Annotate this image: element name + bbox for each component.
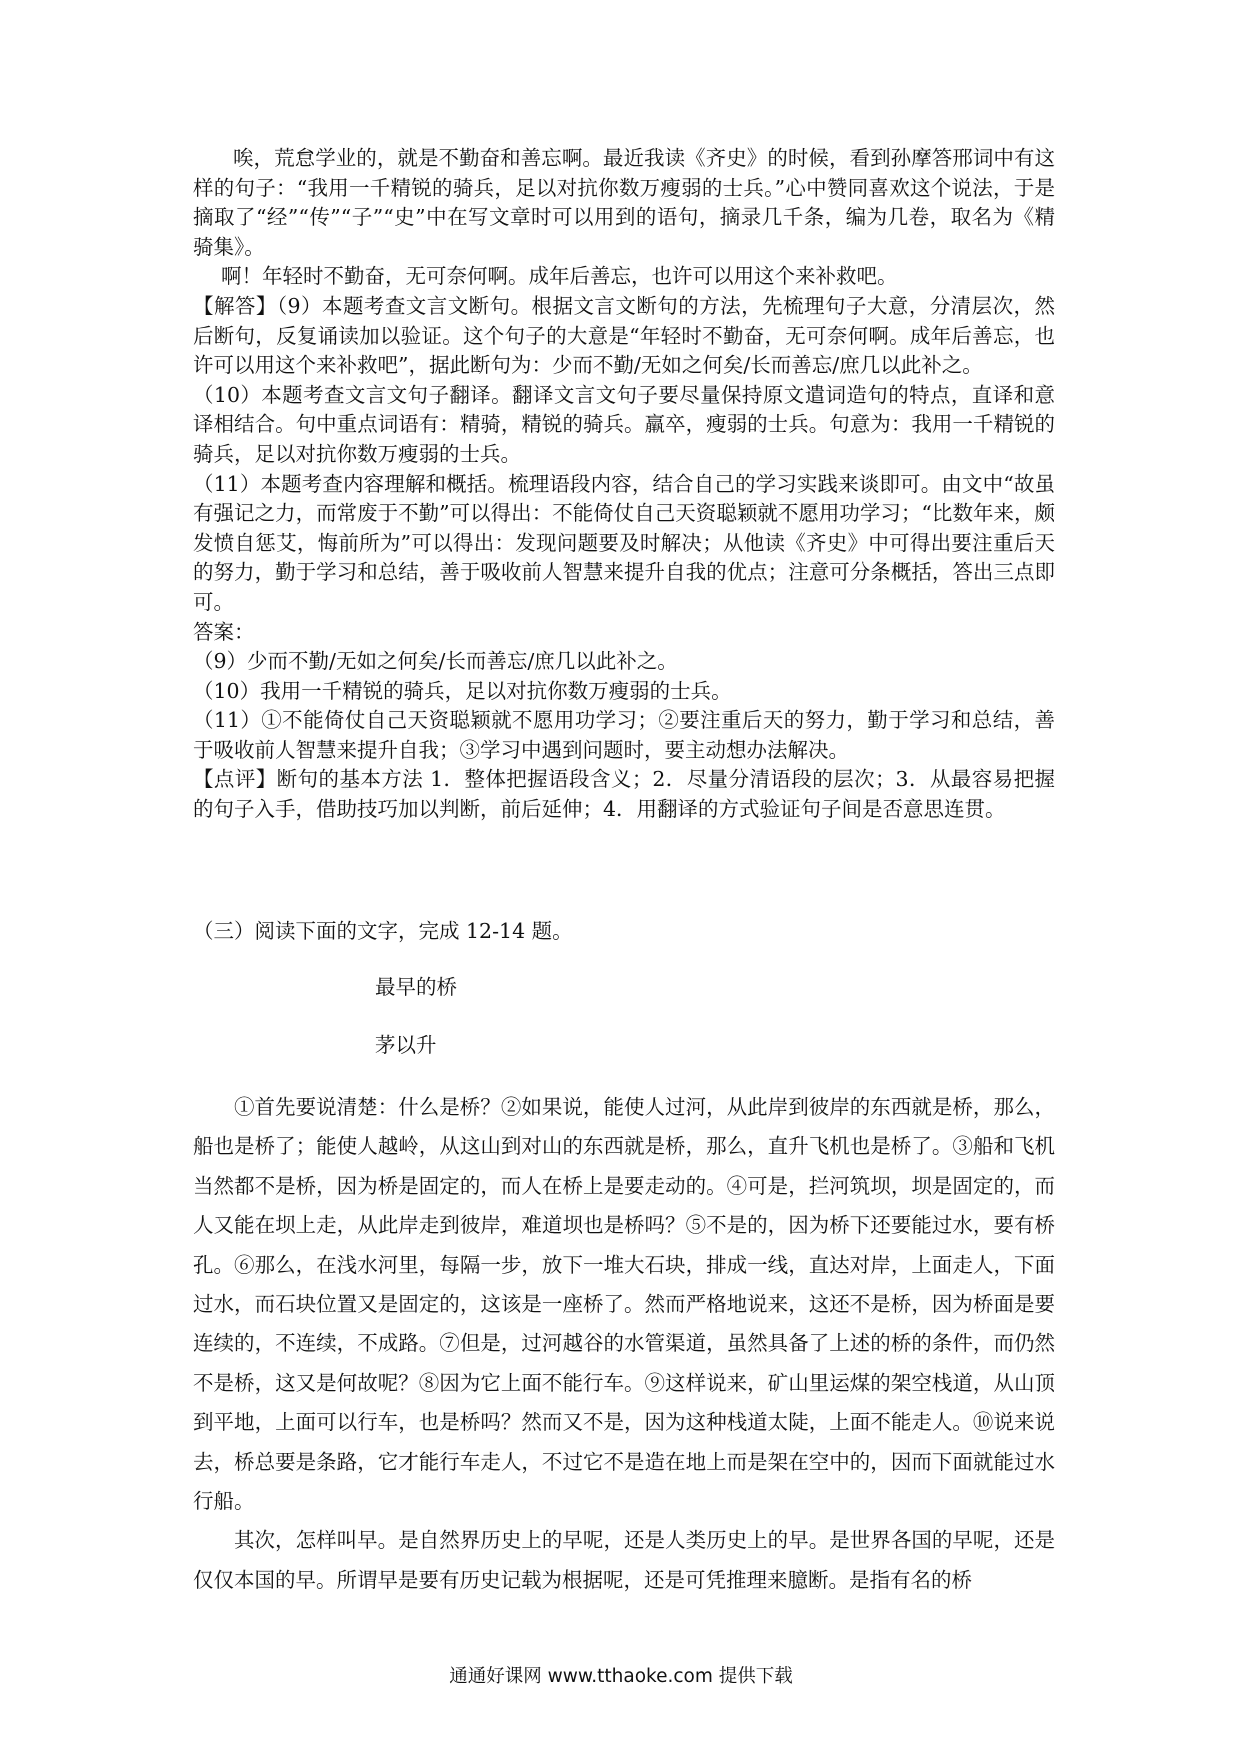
translation-paragraph-2: 啊！年轻时不勤奋，无可奈何啊。成年后善忘，也许可以用这个来补救吧。 (221, 264, 898, 289)
reading-section-heading: （三）阅读下面的文字，完成 12-14 题。 (193, 919, 573, 943)
explanation-q11: （11）本题考查内容理解和概括。梳理语段内容，结合自己的学习实践来谈即可。由文中“故虽有强记之力，而常废于不勤”可以得出：不能倚仗自己天资聪颖就不愿用功学习；“比数年来，颇发愤自惩艾，悔前所为”可以得出：发现问题要及时解决；从他读《齐史》中可得出要注重后天的努力，勤于学习和总结，善于吸收前人智慧来提升自我的优点；注意可分条概括，答出三点即可。 (193, 471, 1055, 614)
passage-paragraph-1: ①首先要说清楚：什么是桥？②如果说，能使人过河，从此岸到彼岸的东西就是桥，那么，船也是桥了；能使人越岭，从这山到对山的东西就是桥，那么，直升飞机也是桥了。③船和飞机当然都不是桥，因为桥是固定的，而人在桥上是要走动的。④可是，拦河筑坝，坝是固定的，而人又能在坝上走，从此岸走到彼岸，难道坝也是桥吗？⑤不是的，因为桥下还要能过水，要有桥孔。⑥那么，在浅水河里，每隔一步，放下一堆大石块，排成一线，直达对岸，上面走人，下面过水，而石块位置又是固定的，这该是一座桥了。然而严格地说来，这还不是桥，因为桥面是要连续的，不连续，不成路。⑦但是，过河越谷的水管渠道，虽然具备了上述的桥的条件，而仍然不是桥，这又是何故呢？⑧因为它上面不能行车。⑨这样说来，矿山里运煤的架空栈道，从山顶到平地，上面可以行车，也是桥吗？然而又不是，因为这种栈道太陡，上面不能走人。⑩说来说去，桥总要是条路，它才能行车走人，不过它不是造在地上而是架在空中的，因而下面就能过水行船。 (193, 1095, 1055, 1514)
answer-q9: （9）少而不勤/无如之何矣/长而善忘/庶几以此补之。 (193, 649, 678, 674)
answer-label: 答案： (193, 619, 255, 644)
article-title: 最早的桥 (375, 975, 457, 999)
commentary: 【点评】断句的基本方法 1．整体把握语段含义；2．尽量分清语段的层次；3．从最容易把握的句子入手，借助技巧加以判断，前后延伸；4．用翻译的方式验证句子间是否意思连贯。 (193, 767, 1055, 822)
explanation-q10: （10）本题考查文言文句子翻译。翻译文言文句子要尽量保持原文遣词造句的特点，直译和意译相结合。句中重点词语有：精骑，精锐的骑兵。羸卒，瘦弱的士兵。句意为：我用一千精锐的骑兵，足以对抗你数万瘦弱的士兵。 (193, 382, 1055, 466)
passage-paragraph-2: 其次，怎样叫早。是自然界历史上的早呢，还是人类历史上的早。是世界各国的早呢，还是仅仅本国的早。所谓早是要有历史记载为根据呢，还是可凭推理来臆断。是指有名的桥 (193, 1528, 1055, 1592)
reading-passage (193, 1088, 1055, 1600)
answer-q11: （11）①不能倚仗自己天资聪颖就不愿用功学习；②要注重后天的努力，勤于学习和总结，善于吸收前人智慧来提升自我；③学习中遇到问题时，要主动想办法解决。 (193, 708, 1055, 762)
answer-q10: （10）我用一千精锐的骑兵，足以对抗你数万瘦弱的士兵。 (193, 678, 732, 703)
explanation-q9: 【解答】（9）本题考查文言文断句。根据文言文断句的方法，先梳理句子大意，分清层次，然后断句，反复诵读加以验证。这个句子的大意是“年轻时不勤奋，无可奈何啊。成年后善忘，也许可以用这个来补救吧”，据此断句为：少而不勤/无如之何矣/长而善忘/庶几以此补之。 (193, 293, 1055, 378)
page-footer: 通通好课网 www.tthaoke.com 提供下载 (449, 1666, 793, 1687)
article-author: 茅以升 (375, 1033, 437, 1057)
answer-section (193, 144, 1055, 825)
translation-paragraph-1: 唉，荒怠学业的，就是不勤奋和善忘啊。最近我读《齐史》的时候，看到孙摩答邢词中有这样的句子：“我用一千精锐的骑兵，足以对抗你数万瘦弱的士兵。”心中赞同喜欢这个说法，于是摘取了“经”“传”“子”“史”中在写文章时可以用到的语句，摘录几千条，编为几卷，取名为《精骑集》。 (193, 146, 1055, 259)
